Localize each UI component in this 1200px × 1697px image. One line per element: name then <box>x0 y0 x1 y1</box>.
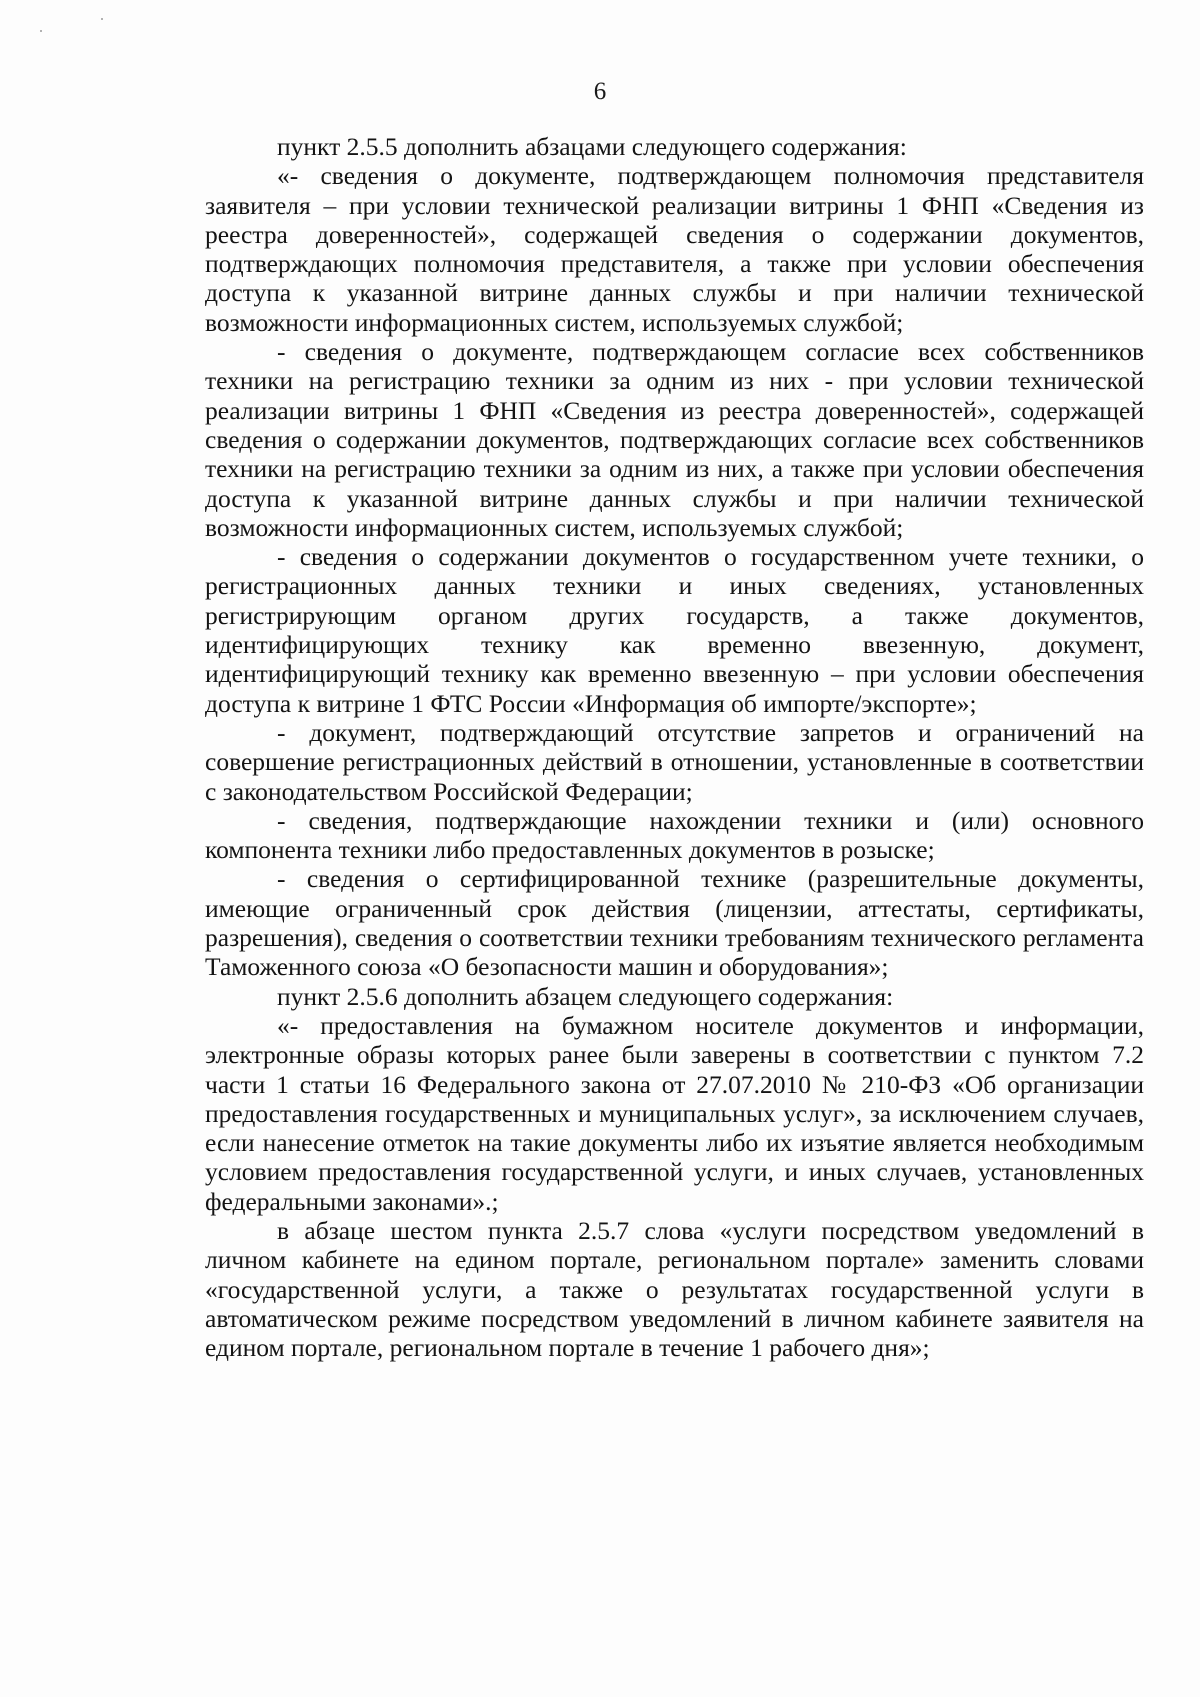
paragraph-owners-consent: - сведения о документе, подтверждающем согласие всех собственников техники на регистрацию техники за одним из них - при условии технической реализации витрины 1 ФНП «Сведения из реестра доверенностей», содержащей сведения о содержании документов, подтверждающих согласие всех собственников техники на регистрацию техники за одним из них, а также при условии обеспечения доступа к указанной витрине данных службы и при наличии технической возможности информационных систем, используемых службой; <box>205 337 1144 542</box>
scan-speck <box>40 30 42 32</box>
paragraph-certified-equipment: - сведения о сертифицированной технике (разрешительные документы, имеющие ограниченный срок действия (лицензии, аттестаты, сертификаты, разрешения), сведения о соответствии техники требованиям технического регламента Таможенного союза «О безопасности машин и оборудования»; <box>205 864 1144 982</box>
paragraph-state-registration-records: - сведения о содержании документов о государственном учете техники, о регистрационных данных техники и иных сведениях, установленных регистрирующим органом других государств, а также документов, идентифицирующих технику как временно ввезенную, документ, идентифицирующий технику как временно ввезенную – при условии обеспечения доступа к витрине 1 ФТС России «Информация об импорте/экспорте»; <box>205 542 1144 718</box>
paragraph-wanted-search: - сведения, подтверждающие нахождении техники и (или) основного компонента техники либо предоставленных документов в розыске; <box>205 805 1144 865</box>
paragraph-absence-of-restrictions: - документ, подтверждающий отсутствие запретов и ограничений на совершение регистрационных действий в отношении, установленные в соответствии с законодательством Российской Федерации; <box>205 717 1144 806</box>
paragraph-paper-documents: «- предоставления на бумажном носителе документов и информации, электронные образы которых ранее были заверены в соответствии с пунктом 7.2 части 1 статьи 16 Федерального закона от 27.07.2010 № 210-ФЗ «Об организации предоставления государственных и муниципальных услуг», за исключением случаев, если нанесение отметок на такие документы либо их изъятие является необходимым условием предоставления государственной услуги, и иных случаев, установленных федеральными законами».; <box>205 1010 1144 1216</box>
scan-speck <box>101 18 103 20</box>
paragraph-clause-2-5-5-intro: пункт 2.5.5 дополнить абзацами следующего содержания: <box>277 132 907 161</box>
page-number: 6 <box>593 78 607 105</box>
paragraph-representative-authority: «- сведения о документе, подтверждающем полномочия представителя заявителя – при условии технической реализации витрины 1 ФНП «Сведения из реестра доверенностей», содержащей сведения о содержании документов, подтверждающих полномочия представителя, а также при условии обеспечения доступа к указанной витрине данных службы и при наличии технической возможности информационных систем, используемых службой; <box>205 161 1144 337</box>
paragraph-clause-2-5-7-amendment: в абзаце шестом пункта 2.5.7 слова «услуги посредством уведомлений в личном кабинете на едином портале, региональном портале» заменить словами «государственной услуги, а также о результатах государственной услуги в автоматическом режиме посредством уведомлений в личном кабинете заявителя на едином портале, региональном портале в течение 1 рабочего дня»; <box>205 1215 1144 1363</box>
paragraph-clause-2-5-6-intro: пункт 2.5.6 дополнить абзацем следующего содержания: <box>277 981 894 1011</box>
document-body <box>205 132 1144 1362</box>
